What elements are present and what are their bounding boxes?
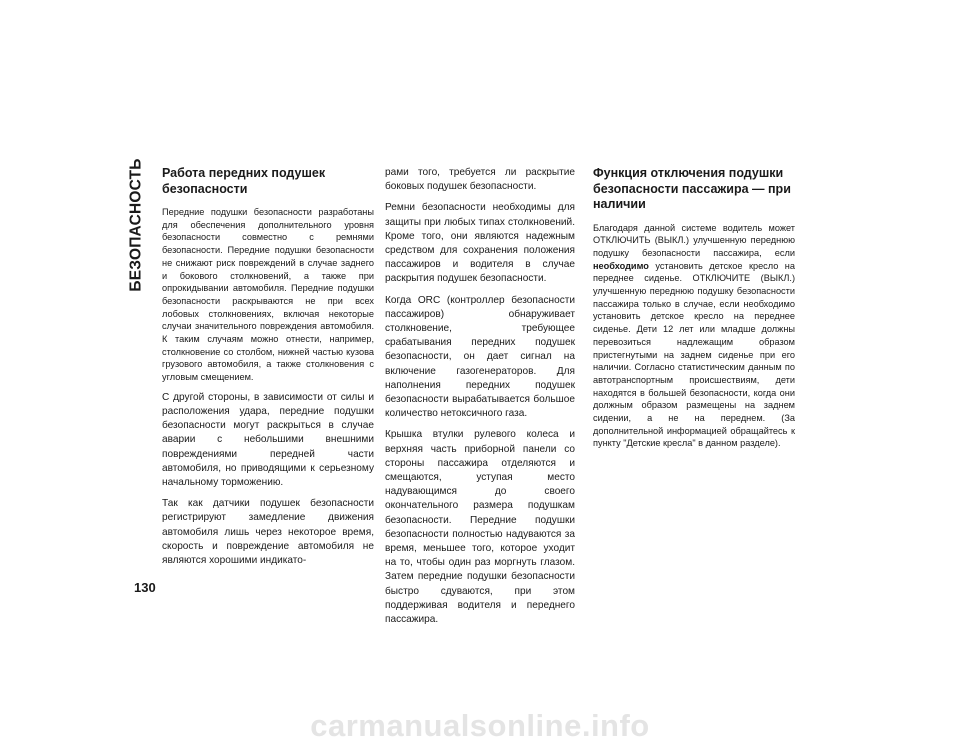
paragraph	[593, 222, 795, 451]
watermark: carmanualsonline.info	[310, 708, 650, 743]
heading-passenger-airbag-off: Функция отключения подушки безопасности пассажира — при наличии	[593, 166, 791, 211]
section-title-vertical: БЕЗОПАСНОСТЬ	[128, 158, 145, 292]
paragraph: Передние подушки безопасности разработаны для обеспечения дополнительного уровня безопасности совместно с ремнями безопасности. Передние подушки безопасности не снижают риск повреждений в случае заднего и бокового столкновений, а также при опрокидывании автомобиля. Передние подушки безопасности раскрываются не при всех лобовых столкновениях, включая некоторые случаи значительного повреждения автомобиля. К таким случаям можно отнести, например, столкновение со столбом, нижней частью кузова грузового автомобиля, а также столкновения с угловым смещением.	[162, 207, 374, 383]
paragraph-text: Благодаря данной системе водитель может ОТКЛЮЧИТЬ (ВЫКЛ.) улучшенную переднюю подушку безопасности пассажира, если	[593, 222, 795, 258]
paragraph: Крышка втулки рулевого колеса и верхняя часть приборной панели со стороны пассажира отделяются и смещаются, уступая место надувающимся до своего окончательного размера подушкам безопасности. Передние подушки безопасности полностью надуваются за время, меньшее того, которое уходит на то, чтобы один раз моргнуть глазом. Затем передние подушки безопасности быстро сдуваются, при этом поддерживая водителя и переднего пассажира.	[385, 429, 575, 626]
paragraph: С другой стороны, в зависимости от силы и расположения удара, передние подушки безопасности могут раскрыться в случае аварии с небольшими внешними повреждениями передней части автомобиля, но приводящими к серьезному начальному торможению.	[162, 391, 374, 489]
paragraph: Когда ORC (контроллер безопасности пассажиров) обнаруживает столкновение, требующее срабатывания передних подушек безопасности, он дает сигнал на включение газогенераторов. Для наполнения передних подушек безопасности вырабатывается большое количество нетоксичного газа.	[385, 294, 575, 420]
paragraph: Ремни безопасности необходимы для защиты при любых типах столкновений. Кроме того, они являются надежным средством для сохранения положения пассажиров и водителя в случае раскрытия подушек безопасности.	[385, 202, 575, 285]
emphasis-text: необходимо	[593, 260, 649, 271]
paragraph: Так как датчики подушек безопасности регистрируют замедление движения автомобиля лишь через некоторое время, скорость и повреждение автомобиля не являются хорошими индикато-	[162, 498, 374, 567]
section-side-tab	[119, 160, 155, 290]
column-left	[162, 166, 374, 575]
column-middle	[385, 166, 575, 634]
page-number: 130	[134, 580, 156, 595]
paragraph: рами того, требуется ли раскрытие боковых подушек безопасности.	[385, 167, 575, 193]
paragraph-text: установить детское кресло на переднее сиденье. ОТКЛЮЧИТЕ (ВЫКЛ.) улучшенную переднюю подушку безопасности пассажира только в случае, если необходимо установить детское кресло на переднее сиденье. Дети 12 лет или младше должны перевозиться надлежащим образом пристегнутыми на заднем сиденье при его наличии. Согласно статистическим данным по автотранспортным происшествиям, дети находятся в большей безопасности, когда они должным образом размещены на заднем сидении, а не на переднем. (За дополнительной информацией обращайтесь к пункту "Детские кресла" в данном разделе).	[593, 260, 795, 449]
heading-front-airbags: Работа передних подушек безопасности	[162, 166, 326, 196]
column-right	[593, 166, 795, 457]
